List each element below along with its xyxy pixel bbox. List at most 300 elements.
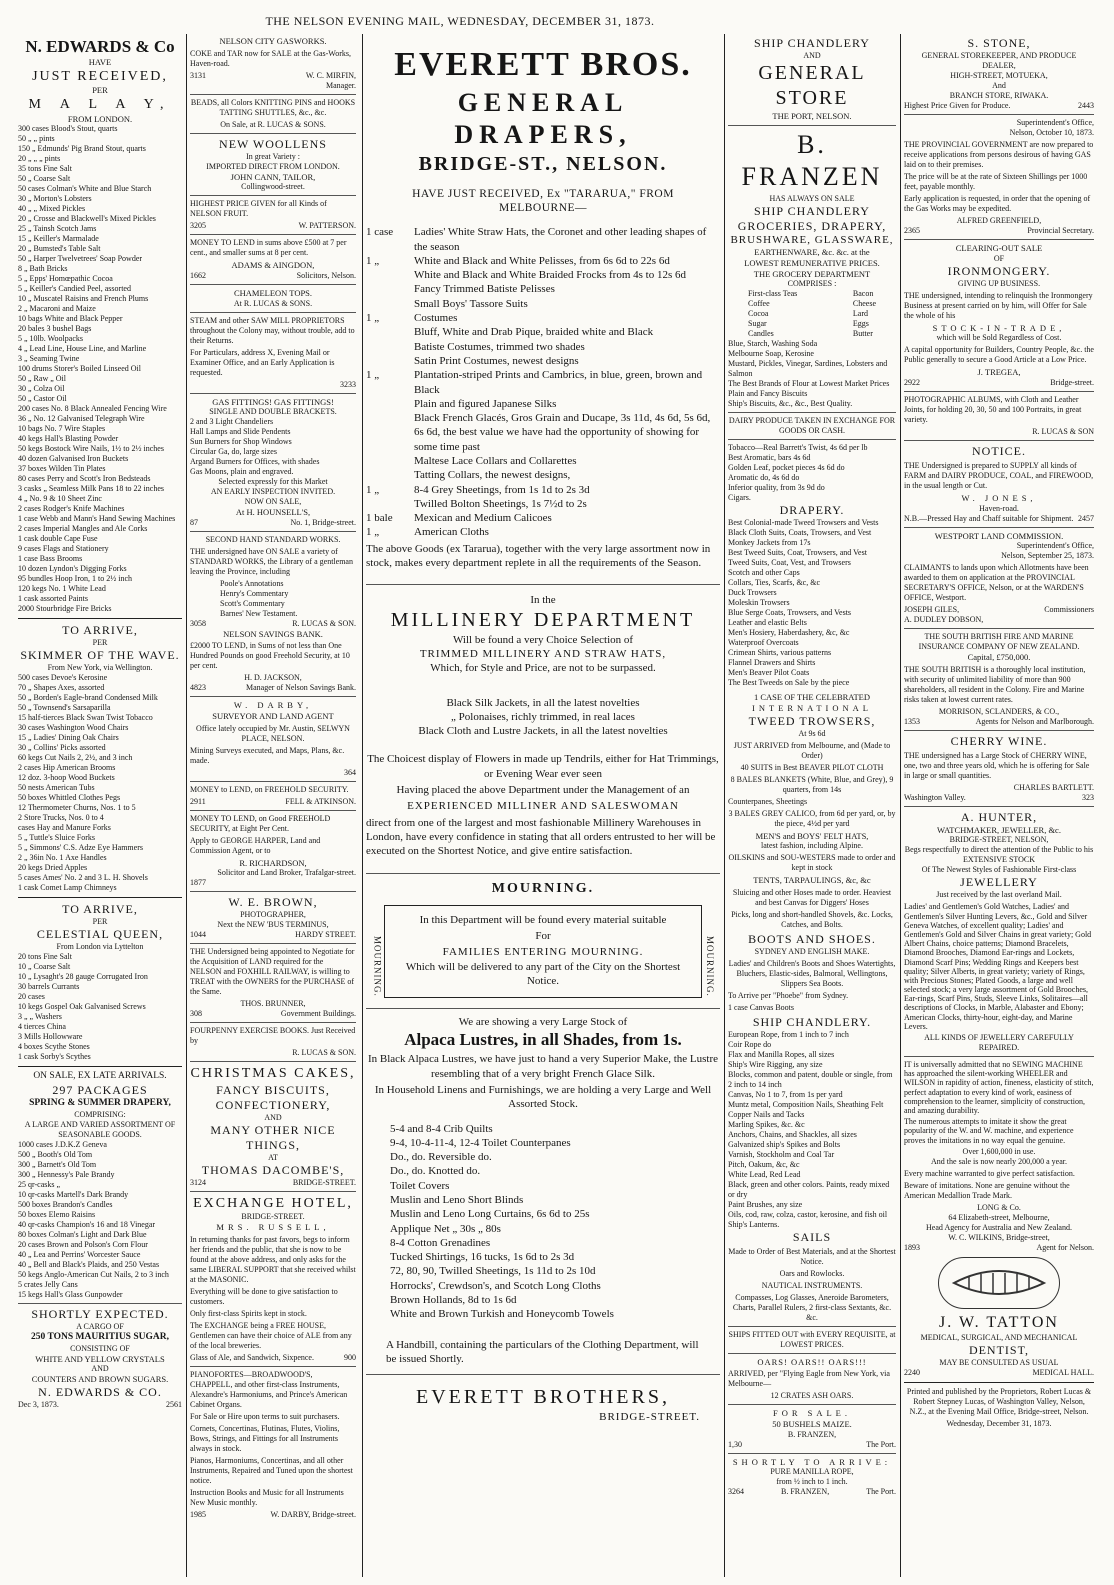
franzen-shipch: SHIP CHANDLERY <box>754 203 870 218</box>
list-item: 5 „ Simmons' C.S. Adze Eye Hammers <box>18 843 143 853</box>
list-item: Waterproof Overcoats <box>728 638 799 648</box>
list-item: Oils, cod, raw, colza, castor, kerosine, and fish oil <box>728 1209 888 1219</box>
fourpenny-signature: R. LUCAS & SON. <box>292 1048 356 1058</box>
edwards-from2: From New York, via Wellington. <box>47 663 153 673</box>
adams-number: 1662 <box>190 270 206 280</box>
woollens-sub: In great Variety : <box>246 151 300 161</box>
money-text: MONEY TO LEND in sums above £500 at 7 per cent., and smaller sums at 8 per cent. <box>190 238 347 258</box>
dacombe-address: BRIDGE-STREET. <box>292 1177 356 1187</box>
everett-item <box>366 397 720 411</box>
everett-item <box>366 225 720 254</box>
column-rule <box>362 34 363 1577</box>
everett-item <box>366 454 720 468</box>
brunner-role: Government Buildings. <box>280 1009 356 1019</box>
jones-pressed: N.B.—Pressed Hay and Chaff suitable for Shipment. <box>904 513 1074 523</box>
list-item: Golden Leaf, pocket pieces 4s 6d do <box>728 463 845 473</box>
brown-street: HARDY STREET. <box>295 930 356 940</box>
edwards-items4 <box>18 1140 182 1300</box>
hunter-name: A. HUNTER, <box>960 809 1038 824</box>
lend-text: £2000 TO LEND, in Sums of not less than One Hundred Pounds on good Freehold Security, at 10 per cent. <box>190 641 350 671</box>
list-item: Men's Hosiery, Haberdashery, &c, &c <box>728 628 850 638</box>
clearing-heading: CLEARING-OUT SALE <box>955 243 1043 253</box>
sewing-text4: And the sale is now nearly 200,000 a year. <box>931 1156 1067 1166</box>
works-signature: R. LUCAS & SON. <box>292 618 356 628</box>
lend-number: 4823 <box>190 683 206 693</box>
everett-item-qty <box>366 354 414 368</box>
list-item: 10 qr-casks Martell's Dark Brandy <box>18 1189 129 1199</box>
everett-item <box>366 411 720 454</box>
list-item: 50 „ Townsend's Sarsaparilla <box>18 703 111 713</box>
gasworks-role: Manager. <box>326 80 356 90</box>
list-item: 150 „ Edmunds' Pig Brand Stout, quarts <box>18 144 146 154</box>
piano-text: PIANOFORTES—BROADWOOD'S, CHAPPELL, and other first-class Instruments, Alexandre's Harmoniums, and Prince's American Cabinet Organs. <box>190 1369 348 1409</box>
list-item: 5 cases Ames' No. 2 and 3 L. H. Shovels <box>18 873 148 883</box>
edwards-from: FROM LONDON. <box>67 113 133 124</box>
list-item: 3 casks „ Seamless Milk Pans 18 to 22 inches <box>18 484 164 494</box>
list-item: Do., do. Knotted do. <box>390 1165 481 1178</box>
list-item: Coir Rope do <box>728 1039 772 1049</box>
insurance-heading: THE SOUTH BRITISH FIRE AND MARINE INSURANCE COMPANY OF NEW ZEALAND. <box>918 632 1080 652</box>
list-item: 50 kegs Anglo-American Cut Nails, 2 to 3 inch <box>18 1269 169 1279</box>
column-franzen <box>728 36 896 1579</box>
list-item: 30 „ Collins' Picks assorted <box>18 743 106 753</box>
list-item: 1 cask assorted Paints <box>18 594 88 604</box>
long-address: 64 Elizabeth-street, Melbourne, <box>948 1212 1050 1222</box>
glass-number: 900 <box>344 1352 356 1362</box>
list-item: 5 crates Jelly Cans <box>18 1279 78 1289</box>
list-item: 2000 Stourbridge Fire Bricks <box>18 604 112 614</box>
list-item: Scott's Commentary <box>220 598 285 608</box>
sails-text: Made to Order of Best Materials, and at the Shortest Notice. <box>728 1246 896 1266</box>
list-item: 500 „ Booth's Old Tom <box>18 1149 93 1159</box>
list-item: 80 boxes Colman's Light and Dark Blue <box>18 1229 147 1239</box>
list-item: Ship's Biscuits, &c., &c., Best Quality. <box>728 399 853 409</box>
mourning-box-line3: FAMILIES ENTERING MOURNING. <box>442 945 644 958</box>
trowsers-heading: TWEED TROWSERS, <box>748 713 876 728</box>
boots-heading: BOOTS AND SHOES. <box>748 931 876 946</box>
money2-number: 2911 <box>190 796 206 806</box>
mourning-heading: MOURNING. <box>491 880 595 896</box>
wilkins-name: W. C. WILKINS, Bridge-street, <box>948 1232 1050 1242</box>
everett-item <box>366 497 720 511</box>
list-item: 50 „ Coarse Salt <box>18 174 71 184</box>
linens-list <box>390 1122 720 1322</box>
list-item: Crimean Shirts, various patterns <box>728 648 832 658</box>
bartlett-name: CHARLES BARTLETT. <box>1013 782 1094 792</box>
boots-phoebe: To Arrive per "Phoebe" from Sydney. <box>728 990 849 1000</box>
stone-and: And <box>992 81 1006 90</box>
list-item: 2 cases Hip American Brooms <box>18 763 116 773</box>
westport-text: CLAIMANTS to lands upon which Allotments have been awarded to them on application at the PROVINCIAL SECRETARY'S OFFICE, Nelson, or at the WARDEN'S OFFICE, Westport. <box>904 563 1089 603</box>
dairy-text: DAIRY PRODUCE TAKEN IN EXCHANGE FOR GOODS OR CASH. <box>728 416 896 436</box>
list-item: Cocoa <box>748 309 769 319</box>
brown-number: 1044 <box>190 930 206 940</box>
nautical-heading: NAUTICAL INSTRUMENTS. <box>761 1280 863 1290</box>
everett-items <box>366 225 720 540</box>
list-item: 35 tons Fine Salt <box>18 164 73 174</box>
gas-price: The price will be at the rate of Sixteen Shillings per 1000 feet, payable monthly. <box>904 172 1088 191</box>
forsale-heading: FOR SALE. <box>772 1408 852 1419</box>
notice-text: THE Undersigned is prepared to SUPPLY all kinds of FARM and DAIRY PRODUCE, COAL, and FIREWOOD, in the usual length or Cut. <box>904 460 1094 490</box>
westport-giles: JOSEPH GILES, <box>904 605 960 615</box>
list-item: Tweed Suits, Coat, Vest, and Trowsers <box>728 558 851 568</box>
money2-text: MONEY to LEND, on FREEHOLD SECURITY. <box>190 784 349 794</box>
everett-item <box>366 311 720 325</box>
surveys-number: 364 <box>344 767 356 777</box>
sewing-text: IT is universally admitted that no SEWING MACHINE has approached the silent-working WHEELER and WILSON in rapidity of action, fineness, elasticity of stitch, perfect adaptation to every kind of work, easiness of comprehension to the learner, simplicity of construction, and amazing durability. <box>904 1060 1094 1115</box>
list-item: Bacon <box>852 289 874 299</box>
column-rule <box>900 34 901 1577</box>
list-item: Ship's Wire Rigging, any size <box>728 1059 823 1069</box>
list-item: Circular Ga, do, large sizes <box>190 447 277 457</box>
list-item: Muslin and Leno Long Curtains, 6s 6d to 25s <box>390 1208 590 1221</box>
price-number: 3205 <box>190 221 206 231</box>
stone-branch: BRANCH STORE, RIWAKA. <box>949 91 1049 100</box>
list-item: 15 „ Keiller's Marmalade <box>18 234 99 244</box>
edwards-packages: 297 PACKAGES <box>52 1083 148 1097</box>
list-item: Tucked Shirtings, 16 tucks, 1s 6d to 2s 3d <box>390 1251 575 1264</box>
albums-text: PHOTOGRAPHIC ALBUMS, with Cloth and Leather Joints, for holding 20, 30, 50 and 100 Portraits, in great variety. <box>904 394 1082 424</box>
list-item: 1 cask Sorby's Scythes <box>18 1052 91 1062</box>
list-item: 300 „ Barnett's Old Tom <box>18 1159 97 1169</box>
edwards-cargo: A CARGO OF <box>76 1321 124 1331</box>
westport-dobson: A. DUDLEY DOBSON, <box>904 615 984 625</box>
darby-name: W. DARBY, <box>233 700 313 711</box>
list-item: 50 „ „ pints <box>18 134 55 144</box>
list-item: Canvas, No 1 to 7, from 1s per yard <box>728 1089 843 1099</box>
list-item: 40 kegs Hall's Blasting Powder <box>18 434 119 444</box>
list-item: Marling Spikes, &c. &c <box>728 1119 805 1129</box>
everett-street: BRIDGE-ST., NELSON. <box>418 152 668 175</box>
gas-date: Nelson, October 10, 1873. <box>1009 128 1094 137</box>
list-item: 5 „ 10lb. Woolpacks <box>18 334 83 344</box>
list-item: 5 „ Tuttle's Sluice Forks <box>18 833 96 843</box>
jewellery-overland: Just received by the last overland Mail. <box>936 890 1062 900</box>
brunner-number: 308 <box>190 1009 202 1019</box>
hunter-text: Begs respectfully to direct the attention of the Public to his <box>904 845 1094 855</box>
list-item: 2 „ Macaroni and Maize <box>18 304 96 314</box>
brunner-signature: THOS. BRUNNER, <box>240 999 306 1009</box>
hounsell-address: No. 1, Bridge-street. <box>290 517 356 527</box>
list-item: Copper Nails and Tacks <box>728 1109 805 1119</box>
list-item: 1000 cases J.D.K.Z Geneva <box>18 1139 107 1149</box>
greenfield-role: Provincial Secretary. <box>1027 226 1094 235</box>
chameleon-heading: CHAMELEON TOPS. <box>233 287 313 298</box>
price-text: HIGHEST PRICE GIVEN for all Kinds of NELSON FRUIT. <box>190 199 327 219</box>
piano-text5: Instruction Books and Music for all Instruments New Music monthly. <box>190 1487 344 1507</box>
nautical-text: Compasses, Log Glasses, Aneroide Barometers, Charts, Parallel Rulers, 2 first-class Sextants, &c. &c. <box>732 1292 892 1322</box>
brackets-now: NOW ON SALE, <box>244 497 302 507</box>
list-item: Moleskin Trowsers <box>728 598 790 608</box>
list-item: 1 cask Comet Lamp Chimneys <box>18 883 117 893</box>
franzen-port: THE PORT, NELSON. <box>772 111 852 121</box>
everett-item-qty <box>366 340 414 354</box>
list-item: Gas Moons, plain and engraved. <box>190 467 294 477</box>
everett-item <box>366 511 720 525</box>
tatton-dentist: DENTIST, <box>968 1342 1030 1357</box>
chameleon-sale: At R. LUCAS & SONS. <box>233 298 313 308</box>
jewellery-heading: JEWELLERY <box>960 875 1038 890</box>
beads-sale: On Sale, at R. LUCAS & SONS. <box>220 119 326 129</box>
wilkins-number: 1893 <box>904 1242 920 1252</box>
edwards-received: JUST RECEIVED, <box>32 68 168 84</box>
russell-text: In returning thanks for past favors, begs to inform her friends and the public, that she is now to be found at the above address, and only asks for the same LIBERAL SUPPORT that she received whilst at the MASONIC. <box>190 1234 356 1284</box>
wilkins-role: Agent for Nelson. <box>1036 1242 1094 1252</box>
albums-signature: R. LUCAS & SON <box>1032 426 1094 436</box>
stone-high: HIGH-STREET, MOTUEKA, <box>950 71 1048 80</box>
oilskins-text: OILSKINS and SOU-WESTERS made to order and kept in stock <box>728 853 896 873</box>
works-items <box>190 579 356 619</box>
edwards-per: PER <box>92 85 108 96</box>
list-item: 20 cases <box>18 992 45 1002</box>
sewing-text2: The numerous attempts to imitate it show the great popularity of the W. and W. machine, and experience proves the imitations in no way equal the genuine. <box>904 1117 1074 1145</box>
list-item: 50 nests American Tubs <box>18 783 95 793</box>
list-item: 50 boxes Whittled Clothes Pegs <box>18 793 121 803</box>
everett-item-text: Plantation-striped Prints and Cambrics, in blue, green, brown and Black <box>414 369 703 396</box>
mourning-box-line4: Which will be delivered to any part of the City on the Shortest Notice. <box>405 961 681 988</box>
everett-footer-street: BRIDGE-STREET. <box>599 1411 700 1424</box>
list-item: 1 cask double Cape Fuse <box>18 534 98 544</box>
piano-signature: W. DARBY, Bridge-street. <box>270 1509 356 1519</box>
tents-heading: TENTS, TARPAULINGS, &c, &c <box>753 875 871 886</box>
everett-item-qty <box>366 468 414 482</box>
everett-item <box>366 297 720 311</box>
tatton-number: 2240 <box>904 1367 920 1377</box>
oars-heading: OARS! OARS!! OARS!!! <box>757 1356 867 1367</box>
everett-item-text: Mexican and Medium Calicoes <box>414 512 552 525</box>
everett-item-text: Black French Glacés, Gros Grain and Ducape, 3s 11d, 4s 6d, 5s 6d, 6s 6d, the best value we have had the opportunity of showing for some time past <box>414 412 711 453</box>
list-item: 15 kegs Hall's Glass Gunpowder <box>18 1289 123 1299</box>
boots-text: Ladies' and Children's Boots and Shoes Watertights, Bluchers, Elastic-sides, Balmoral, Wellingtons, Slippers Sea Boots. <box>728 958 896 988</box>
franzen-name: B. FRANZEN <box>741 129 883 192</box>
calico-text: 3 BALES GREY CALICO, from 6d per yard, or, by the piece, 4½d per yard <box>728 808 896 828</box>
edwards-have: HAVE <box>88 57 112 68</box>
list-item: 50 „ Harper Twelvetrees' Soap Powder <box>18 254 143 264</box>
list-item: Anchors, Chains, and Shackles, all sizes <box>728 1129 857 1139</box>
adams-role: Solicitors, Nelson. <box>296 270 356 280</box>
surveyor-heading: SURVEYOR AND LAND AGENT <box>212 711 334 721</box>
brackets-selected: Selected expressly for this Market <box>218 477 328 487</box>
gasworks-text: COKE and TAR now for SALE at the Gas-Works, Haven-road. <box>190 48 351 68</box>
list-item: 4 boxes Scythe Stones <box>18 1042 90 1052</box>
everett-item-text: Twilled Bolton Sheetings, 1s 7½d to 2s <box>414 497 587 510</box>
list-item: 300 „ Hennessy's Pale Brandy <box>18 1169 115 1179</box>
everett-item-text: Fancy Trimmed Batiste Pelisses <box>414 283 555 296</box>
list-item: 70 „ Shapes Axes, assorted <box>18 683 105 693</box>
brown-name: W. E. BROWN, <box>228 895 318 910</box>
hounsell-number: 87 <box>190 517 198 527</box>
westport-date: Nelson, September 25, 1873. <box>1001 551 1094 561</box>
oars-crates: 12 CRATES ASH OARS. <box>770 1391 854 1401</box>
millinery-milliner: EXPERIENCED MILLINER AND SALESWOMAN <box>407 800 679 813</box>
sluicing-text: Sluicing and other Hoses made to order. Heaviest and best Canvas for Diggers' Hoses <box>732 887 892 907</box>
trowsers-celebrated: 1 CASE OF THE CELEBRATED <box>753 692 871 703</box>
list-item: Varnish, Stockholm and Coal Tar <box>728 1149 835 1159</box>
lend-role: Manager of Nelson Savings Bank. <box>246 683 356 693</box>
maize-text: 50 BUSHELS MAIZE. <box>772 1419 852 1429</box>
everett-item-qty <box>366 497 414 511</box>
blankets-text: 8 BALES BLANKETS (White, Blue, and Grey), 9 quarters, from 14s <box>730 774 894 794</box>
everett-item <box>366 525 720 539</box>
clearing-stock: STOCK-IN-TRADE, <box>932 322 1066 333</box>
list-item: Cheese <box>852 299 876 309</box>
picks-text: Picks, long and short-handled Shovels, &c. Locks, Catches, and Bolts. <box>731 909 893 929</box>
everett-item-qty <box>366 411 414 454</box>
list-item: Cigars. <box>728 493 751 503</box>
everett-item <box>366 254 720 268</box>
list-item: 36 „ No. 12 Galvanised Telegraph Wire <box>18 414 145 424</box>
list-item: Coffee <box>748 299 770 309</box>
edwards-per3: PER <box>92 917 108 927</box>
edwards-ship: M A L A Y, <box>28 97 172 112</box>
list-item: 50 boxes Elemo Raisins <box>18 1209 96 1219</box>
everett-item-qty: 1 „ <box>366 254 380 267</box>
list-item: 2 Store Trucks, Nos. 0 to 4 <box>18 813 104 823</box>
everett-item-text: Costumes <box>414 312 458 325</box>
edwards-assortment: A LARGE AND VARIED ASSORTMENT OF SEASONABLE GOODS. <box>24 1119 176 1139</box>
list-item: Hall Lamps and Slide Pendents <box>190 427 291 437</box>
list-item: White Lead, Red Lead <box>728 1169 801 1179</box>
christmas-fancy: FANCY BISCUITS, <box>216 1082 330 1097</box>
list-item: 10 kegs Gospel Oak Galvanised Screws <box>18 1002 146 1012</box>
everett-item-text: Tatting Collars, the newest designs, <box>414 469 571 482</box>
everett-item <box>366 354 720 368</box>
tatton-medical: MEDICAL, SURGICAL, AND MECHANICAL <box>920 1332 1078 1342</box>
gasworks-number: 3131 <box>190 70 206 80</box>
richardson-number: 1877 <box>190 878 206 888</box>
list-item: 9 cases Flags and Stationery <box>18 544 109 554</box>
list-item: European Rope, from 1 inch to 7 inch <box>728 1029 849 1039</box>
list-item: Poole's Annotations <box>220 578 284 588</box>
list-item: Leather and elastic Belts <box>728 618 807 628</box>
list-item: Pitch, Oakum, &c, &c <box>728 1159 800 1169</box>
works-number: 3058 <box>190 618 206 628</box>
everett-drapers: GENERAL DRAPERS, <box>454 87 632 149</box>
edwards-drapery: SPRING & SUMMER DRAPERY, <box>29 1098 171 1108</box>
list-item: 200 cases No. 8 Black Annealed Fencing Wire <box>18 404 167 414</box>
everett-item-text: Plain and figured Japanese Silks <box>414 397 557 410</box>
list-item: 80 cases Perry and Scott's Iron Bedsteads <box>18 474 151 484</box>
list-item: Plain and Fancy Biscuits <box>728 389 808 399</box>
list-item: Brown Hollands, 8d to 1s 6d <box>390 1294 517 1307</box>
list-item: 50 „ Raw „ Oil <box>18 374 66 384</box>
alpaca-text: In Black Alpaca Lustres, we have just to hand a very Superior Make, the Lustre resembling that of a very bright French Glace Silk. <box>367 1053 719 1080</box>
christmas-confectionery: CONFECTIONERY, <box>215 1097 331 1112</box>
melbourne-text: JUST ARRIVED from Melbourne, and (Made to Order) <box>733 740 891 760</box>
works-text: THE undersigned have ON SALE a variety of STANDARD WORKS, the Library of a gentleman leaving the Province, including <box>190 546 353 576</box>
list-item: Henry's Commentary <box>220 588 289 598</box>
list-item: 8 „ Bath Bricks <box>18 264 68 274</box>
manila-port: The Port. <box>866 1487 896 1497</box>
russell-text3: Only first-class Spirits kept in stock. <box>190 1308 307 1318</box>
gas-early: Early application is requested, in order that the opening of the Gas Works may be expedited. <box>904 194 1091 213</box>
fitted-text: SHIPS FITTED OUT with EVERY REQUISITE, at LOWEST PRICES. <box>728 1329 896 1349</box>
boots-make: SYDNEY AND ENGLISH MAKE. <box>754 946 870 956</box>
everett-item-qty <box>366 297 414 311</box>
list-item: Men's Beaver Pilot Coats <box>728 668 810 678</box>
list-item: Butter <box>852 329 873 339</box>
list-item: 30 barrels Currants <box>18 982 80 992</box>
list-item: 100 drums Storer's Boiled Linseed Oil <box>18 364 141 374</box>
list-item: Toilet Covers <box>390 1179 450 1192</box>
list-item: Flannel Drawers and Shirts <box>728 658 816 668</box>
list-item: 5 „ Epps' Homœpathic Cocoa <box>18 274 113 284</box>
everett-handbill: A Handbill, containing the particulars of the Clothing Department, will be issued Shortly. <box>386 1338 699 1365</box>
westport-heading: WESTPORT LAND COMMISSION. <box>934 530 1064 541</box>
millinery-found: Will be found a very Choice Selection of <box>452 633 634 646</box>
list-item: 500 cases Devoe's Kerosine <box>18 673 108 683</box>
list-item: Black, green and other colors. Paints, ready mixed or dry <box>728 1179 890 1199</box>
felt-heading: MEN'S and BOYS' FELT HATS, <box>755 830 869 841</box>
ironmongery-heading: IRONMONGERY. <box>947 263 1051 278</box>
exchange-address: BRIDGE-STREET. <box>241 1212 305 1222</box>
gas-super: Superintendent's Office, <box>1016 118 1094 127</box>
grocery-more-list <box>728 339 896 409</box>
list-item: 15 half-tierces Black Swan Twist Tobacco <box>18 713 153 723</box>
hunter-extensive: EXTENSIVE STOCK <box>962 855 1036 865</box>
brown-role: PHOTOGRAPHER, <box>240 910 306 920</box>
list-item: 3 Mills Hollowware <box>18 1032 83 1042</box>
list-item: 15 „ Ladies' Dining Oak Chairs <box>18 733 119 743</box>
list-item: 9-4, 10-4-11-4, 12-4 Toilet Counterpanes <box>390 1136 571 1149</box>
everett-item-text: Bluff, White and Drab Pique, braided white and Black <box>414 326 654 339</box>
dentures-icon <box>938 1257 1060 1309</box>
drapery-list <box>728 518 896 688</box>
tregea-name: J. TREGEA, <box>977 367 1021 378</box>
everett-item <box>366 268 720 282</box>
everett-item-text: 8-4 Grey Sheetings, from 1s 1d to 2s 3d <box>414 483 590 496</box>
millinery-inthe: In the <box>530 594 556 607</box>
edwards-firm: N. EDWARDS & Co <box>25 37 175 56</box>
everett-item-qty <box>366 325 414 339</box>
grocery-comprises: COMPRISES : <box>787 279 837 289</box>
morrison-role: Agents for Nelson and Marlborough. <box>975 716 1094 726</box>
column-rule <box>186 34 187 1577</box>
edwards-items3 <box>18 952 182 1062</box>
christmas-at: AT <box>268 1152 278 1162</box>
brunner-text: THE Undersigned being appointed to Negotiate for the Acquisition of LAND required for the NELSON and FOXHILL RAILWAY, is willing to TREAT with the OWNERS for the PURCHASE of the Same. <box>190 947 355 997</box>
list-item: 120 kegs No. 1 White Lead <box>18 584 106 594</box>
list-item: Muslin and Leno Short Blinds <box>390 1194 524 1206</box>
list-item: Monkey Jackets from 17s <box>728 538 811 548</box>
alpaca-household: In Household Linens and Furnishings, we are holding a very Large and Well Assorted Stock. <box>374 1083 712 1111</box>
russell-text4: The EXCHANGE being a FREE HOUSE, Gentlemen can have their choice of ALE from any of the local breweries. <box>190 1320 352 1350</box>
list-item: 20 „ Bumsted's Table Salt <box>18 244 101 254</box>
mourning-box-line2: For <box>535 929 551 942</box>
everett-received: HAVE JUST RECEIVED, Ex "TARARUA," FROM MELBOURNE— <box>412 187 674 214</box>
column-notices <box>190 36 356 1579</box>
maize-franzen: B. FRANZEN, <box>787 1429 837 1439</box>
russell-name: MRS. RUSSELL, <box>216 1222 330 1233</box>
hounsell-name: At H. HOUNSELL'S, <box>235 507 311 518</box>
alpaca-heading: Alpaca Lustres, in all Shades, from 1s. <box>404 1030 682 1050</box>
mourning-box <box>372 905 715 998</box>
everett-item-text: White and Black and White Pelisses, from 6s 6d to 22s 6d <box>414 254 670 267</box>
harper-text: Apply to GEORGE HARPER, Land and Commission Agent, or to <box>190 835 321 855</box>
list-item: 95 bundles Hoop Iron, 1 to 2½ inch <box>18 574 132 584</box>
greenfield-name: ALFRED GREENFIELD, <box>956 216 1042 225</box>
everett-item <box>366 368 720 397</box>
money2-signature: FELL & ATKINSON. <box>285 796 356 806</box>
list-item: 2 and 3 Light Chandeliers <box>190 417 274 427</box>
morrison-number: 1353 <box>904 716 920 726</box>
edwards-ship2: SKIMMER OF THE WAVE. <box>20 648 180 663</box>
franzen-ship: SHIP CHANDLERY <box>754 36 870 50</box>
everett-footer: EVERETT BROTHERS, <box>416 1386 670 1409</box>
tatton-consulted: MAY BE CONSULTED AS USUAL <box>939 1357 1059 1367</box>
list-item: Lard <box>852 309 868 319</box>
list-item: 40 „ „ Mixed Pickles <box>18 204 86 214</box>
